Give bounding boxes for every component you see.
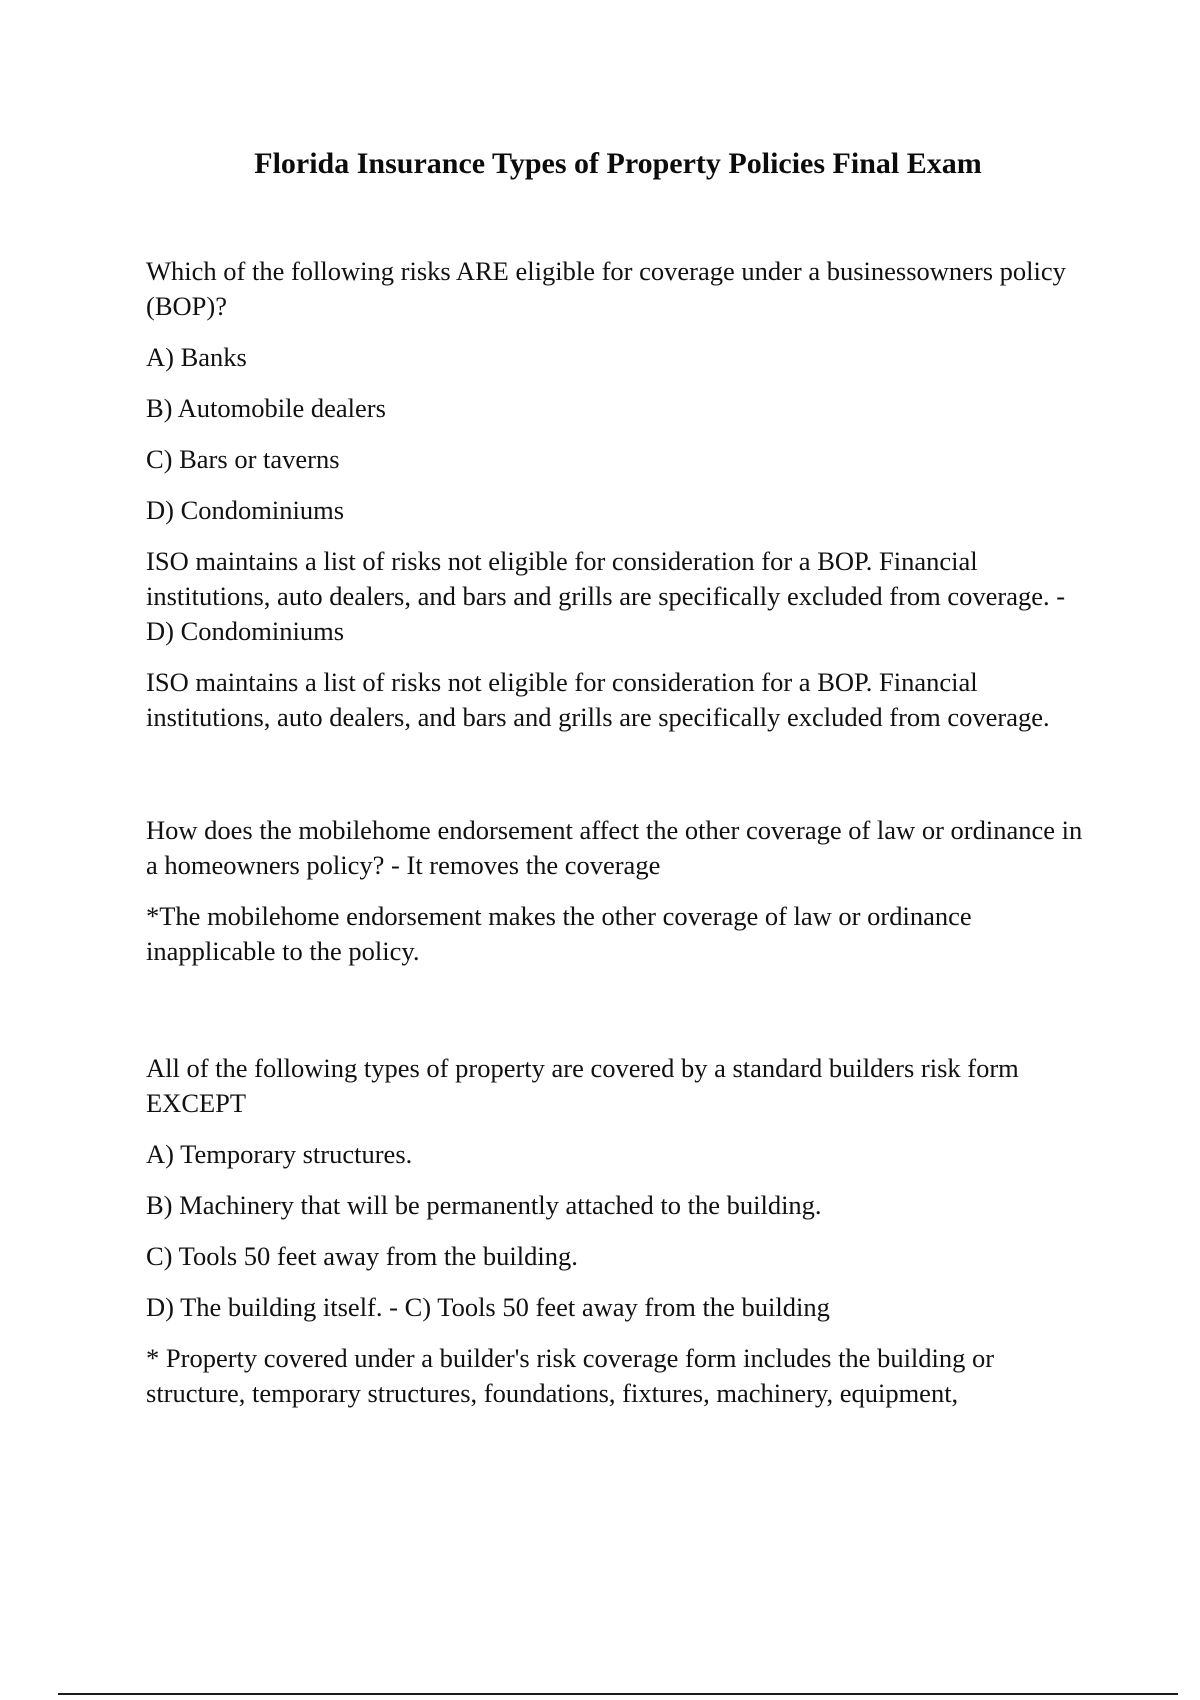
answer-option: A) Temporary structures. (146, 1139, 413, 1169)
answer-option: A) Banks (146, 342, 247, 372)
question-prompt: How does the mobilehome endorsement affect the other coverage of law or ordinance in a homeowners policy? - It removes the coverage (146, 815, 1083, 880)
question-block-1 (146, 254, 1086, 735)
answer-option: D) Condominiums (146, 495, 345, 525)
explanation: ISO maintains a list of risks not eligible for consideration for a BOP. Financial institutions, auto dealers, and bars and grills are specifically excluded from coverage. (146, 667, 1050, 732)
question-prompt: All of the following types of property are covered by a standard builders risk form EXCEPT (146, 1053, 1019, 1118)
answer-option: C) Bars or taverns (146, 444, 340, 474)
document-title: Florida Insurance Types of Property Policies Final Exam (254, 147, 982, 180)
answer-option: B) Machinery that will be permanently attached to the building. (146, 1190, 822, 1220)
question-block-2 (146, 813, 1086, 969)
page-bottom-rule (58, 1693, 1178, 1695)
explanation: *The mobilehome endorsement makes the other coverage of law or ordinance inapplicable to the policy. (146, 901, 972, 966)
question-prompt: Which of the following risks ARE eligible for coverage under a businessowners policy (BOP)? (146, 256, 1066, 321)
answer-line: ISO maintains a list of risks not eligible for consideration for a BOP. Financial institutions, auto dealers, and bars and grills are specifically excluded from coverage. - D) Condominiums (146, 546, 1066, 646)
answer-option: C) Tools 50 feet away from the building. (146, 1241, 578, 1271)
answer-option: D) The building itself. - C) Tools 50 feet away from the building (146, 1292, 830, 1322)
explanation: * Property covered under a builder's risk coverage form includes the building or structure, temporary structures, foundations, fixtures, machinery, equipment, (146, 1343, 995, 1408)
question-block-3 (146, 1051, 1086, 1411)
document-body (146, 254, 1086, 1427)
answer-option: B) Automobile dealers (146, 393, 386, 423)
